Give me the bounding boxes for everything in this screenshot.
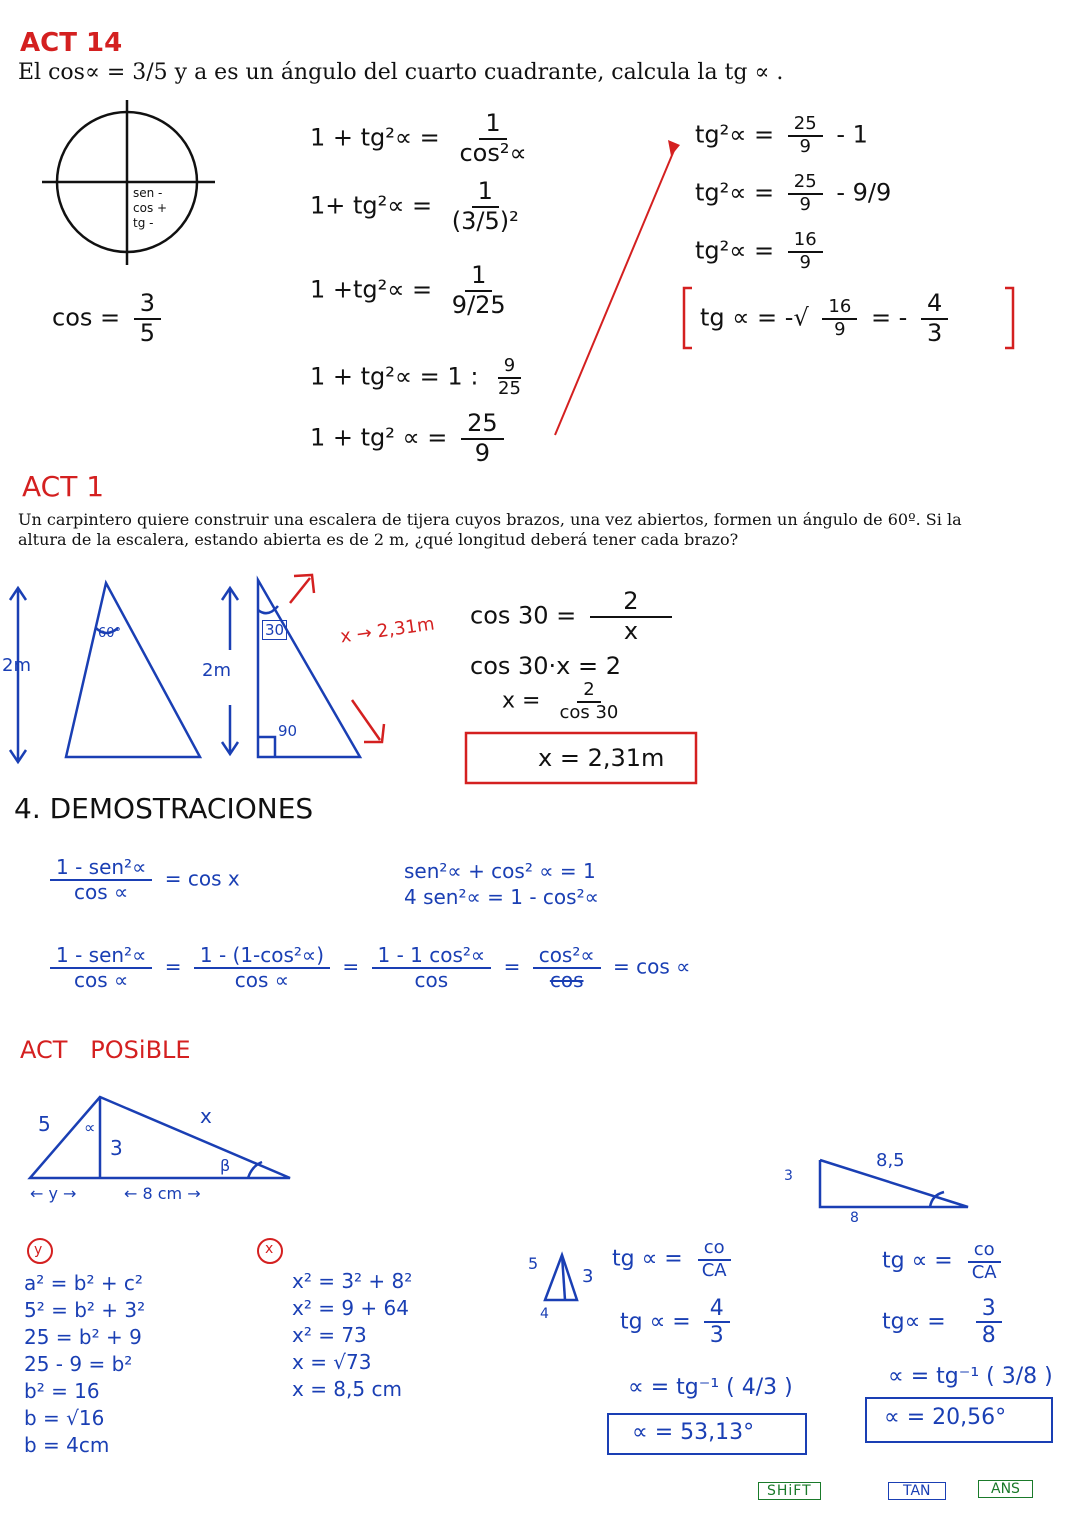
step-num: 25 (788, 114, 823, 137)
label-2m-b: 2m (202, 660, 231, 681)
cos-value (52, 290, 167, 347)
eq3 (502, 680, 630, 723)
step-num: 1 (479, 110, 506, 140)
final-mid: = - (870, 303, 908, 332)
step-lhs: 1 +tg²∝ = (310, 275, 433, 304)
step-left-4 (310, 356, 533, 399)
step-lhs: tg²∝ = (695, 120, 775, 149)
tri-label-eight: ← 8 cm → (124, 1184, 201, 1203)
result2: ∝ = 20,56° (884, 1405, 1007, 1430)
right-tri-hyp: 8,5 (876, 1150, 905, 1171)
tg1-lhs: tg ∝ = (612, 1246, 683, 1272)
final-lhs: tg ∝ = -√ (700, 303, 809, 332)
y-step: 25 - 9 = b² (24, 1352, 133, 1376)
eq3-den: cos 30 (559, 701, 619, 723)
chain-den: cos ∝ (234, 968, 290, 992)
cos-den: 5 (139, 318, 156, 347)
step-tail: - 9/9 (836, 178, 892, 207)
step-lhs: 1 + tg²∝ = (310, 123, 440, 152)
step-right-3 (695, 230, 829, 273)
y-step: b = √16 (24, 1406, 105, 1430)
tg2 (620, 1296, 736, 1349)
key-ans: ANS (978, 1480, 1033, 1498)
posible-heading: ACT POSiBLE (20, 1036, 191, 1064)
act1-statement-line2: altura de la escalera, estando abierta es de 2 m, ¿qué longitud deberá tener cada brazo? (18, 530, 739, 549)
eq1-lhs: cos 30 = (470, 601, 577, 630)
step-left-3 (310, 262, 518, 319)
tg2-lhs: tg ∝ = (620, 1309, 691, 1335)
step-lhs: tg²∝ = (695, 178, 775, 207)
key-shift: SHiFT (758, 1482, 821, 1500)
step-right-1 (695, 114, 868, 157)
step-left-2 (310, 178, 531, 235)
step-den: 25 (498, 377, 521, 399)
identity-1: sen²∝ + cos² ∝ = 1 (404, 859, 596, 883)
right-tri-eight: 8 (850, 1210, 859, 1226)
step-tail: - 1 (836, 120, 868, 149)
x-step: x² = 3² + 8² (292, 1269, 413, 1293)
label-60: 60° (98, 626, 122, 641)
x-step: x = √73 (292, 1350, 372, 1374)
eq3-lhs: x = (502, 688, 541, 714)
x-step: x² = 73 (292, 1323, 367, 1347)
tri-label-beta: β (220, 1156, 231, 1175)
step-right-2 (695, 172, 891, 215)
final-den: 9 (834, 318, 846, 340)
y-step: 5² = b² + 3² (24, 1298, 146, 1322)
chain-num: 1 - (1-cos²∝) (194, 944, 330, 969)
x-steps (292, 1268, 412, 1403)
step-left-1 (310, 110, 539, 167)
label-30: 30 (262, 620, 287, 640)
final-num: 16 (822, 297, 857, 320)
act1-statement (18, 510, 962, 550)
step-den: 9/25 (451, 290, 506, 319)
goal-num: 1 - sen²∝ (50, 856, 152, 881)
connector-line (555, 148, 675, 435)
eq1 (470, 588, 678, 645)
eq1-den: x (623, 616, 639, 645)
step-num: 1 (472, 178, 499, 208)
step-num: 16 (788, 230, 823, 253)
step-lhs: 1 + tg²∝ = 1 : (310, 362, 479, 391)
tg1-den: CA (701, 1259, 727, 1281)
act1-heading: ACT 1 (22, 470, 105, 503)
chain-rhs: = cos ∝ (613, 954, 691, 979)
demos-heading: 4. DEMOSTRACIONES (14, 792, 314, 825)
result1: ∝ = 53,13° (632, 1420, 755, 1445)
tg5 (882, 1296, 1025, 1349)
demo-goal (44, 856, 240, 904)
sign-tg: tg - (133, 216, 154, 230)
step-num: 9 (498, 356, 521, 379)
sign-sen: sen - (133, 186, 163, 200)
connector-arrow (668, 140, 680, 156)
y-marker: y (34, 1242, 43, 1258)
cos-num: 3 (134, 290, 161, 320)
eq2: cos 30·x = 2 (470, 652, 622, 680)
tri-label-s: 5 (38, 1112, 51, 1136)
tg4-den: CA (971, 1261, 997, 1283)
eq1-num: 2 (590, 588, 672, 618)
y-step: b² = 16 (24, 1379, 100, 1403)
step-num: 1 (465, 262, 492, 292)
step-num: 25 (461, 410, 504, 440)
chain-den: cos ∝ (74, 968, 129, 992)
step-den: 9 (799, 135, 811, 157)
identity-2: 4 sen²∝ = 1 - cos²∝ (404, 885, 599, 909)
goal-rhs: = cos x (164, 866, 240, 891)
x-step: x² = 9 + 64 (292, 1296, 409, 1320)
tg4 (882, 1240, 1009, 1283)
chain-den: cos (414, 968, 449, 992)
tg5-den: 8 (981, 1323, 996, 1349)
tri-label-y: ← y → (30, 1184, 77, 1203)
tg3: ∝ = tg⁻¹ ( 4/3 ) (628, 1375, 793, 1400)
chain-num: 1 - 1 cos²∝ (372, 944, 492, 969)
right-tri-three: 3 (784, 1168, 793, 1184)
label-90: 90 (278, 722, 298, 740)
step-lhs: 1 + tg² ∝ = (310, 423, 448, 452)
cos-label: cos = (52, 303, 121, 332)
y-steps (24, 1270, 145, 1459)
posible-triangle (30, 1097, 290, 1178)
x-marker: x (265, 1241, 274, 1257)
tri-label-x: x (200, 1104, 212, 1128)
small-tri-s: 5 (528, 1254, 539, 1273)
tri-label-three: 3 (110, 1136, 123, 1160)
tg1-num: co (698, 1238, 731, 1261)
act14-heading: ACT 14 (20, 28, 123, 58)
y-step: a² = b² + c² (24, 1271, 143, 1295)
demo-identities (404, 858, 599, 910)
step-den: 9 (799, 251, 811, 273)
act14-statement: El cos∝ = 3/5 y a es un ángulo del cuarto cuadrante, calcula la tg ∝ . (18, 60, 784, 85)
chain-den: cos (549, 968, 584, 992)
y-step: 25 = b² + 9 (24, 1325, 142, 1349)
tg6: ∝ = tg⁻¹ ( 3/8 ) (888, 1364, 1053, 1389)
small-triangle (545, 1255, 577, 1300)
y-x-circles (28, 1239, 282, 1263)
tri-label-alpha: ∝ (84, 1118, 96, 1137)
tg5-num: 3 (976, 1296, 1002, 1323)
tg1 (612, 1238, 739, 1281)
x-label: x → 2,31m (338, 613, 436, 648)
final-den2: 3 (926, 318, 943, 347)
y-step: b = 4cm (24, 1433, 110, 1457)
act1-statement-line1: Un carpintero quiere construir una escalera de tijera cuyos brazos, una vez abiertos, formen un ángulo de 60º. Si la (18, 510, 962, 529)
step-den: 9 (474, 438, 490, 467)
tg4-num: co (968, 1240, 1001, 1263)
tg5-lhs: tg∝ = (882, 1309, 946, 1335)
label-2m-a: 2m (2, 655, 31, 676)
step-lhs: tg²∝ = (695, 236, 775, 265)
goal-den: cos ∝ (74, 880, 129, 904)
step-num: 25 (788, 172, 823, 195)
step-den: cos²∝ (459, 138, 527, 167)
final-num2: 4 (921, 290, 948, 320)
act1-result: x = 2,31m (538, 744, 665, 772)
tg2-num: 4 (704, 1296, 730, 1323)
key-tan: TAN (888, 1482, 946, 1500)
chain-num: cos²∝ (533, 944, 601, 969)
eq3-num: 2 (577, 680, 600, 703)
small-tri-three: 3 (582, 1266, 594, 1287)
step-lhs: 1+ tg²∝ = (310, 191, 433, 220)
sign-cos: cos + (133, 201, 168, 215)
circle-signs (133, 186, 167, 231)
tg2-den: 3 (709, 1323, 724, 1349)
step-left-5 (310, 410, 510, 467)
unit-circle (42, 100, 215, 265)
ladder-triangle (10, 583, 200, 762)
chain-num: 1 - sen²∝ (50, 944, 152, 969)
small-tri-four: 4 (540, 1306, 549, 1322)
final-answer (700, 290, 954, 347)
step-den: 9 (799, 193, 811, 215)
step-den: (3/5)² (451, 206, 519, 235)
x-step: x = 8,5 cm (292, 1377, 402, 1401)
demo-chain: $\frac{\text{1 - sen²∝}}{\cos \propto}$ = $\frac{\text{1 - (1-cos²∝)}}{\cos \propto}$ = $\frac{\text{1 - 1 cos²∝}}{\cos}$ = $\frac{\text{cos²∝}}{\cos}$ = cos ∝ (44, 944, 690, 992)
tg4-lhs: tg ∝ = (882, 1248, 953, 1274)
